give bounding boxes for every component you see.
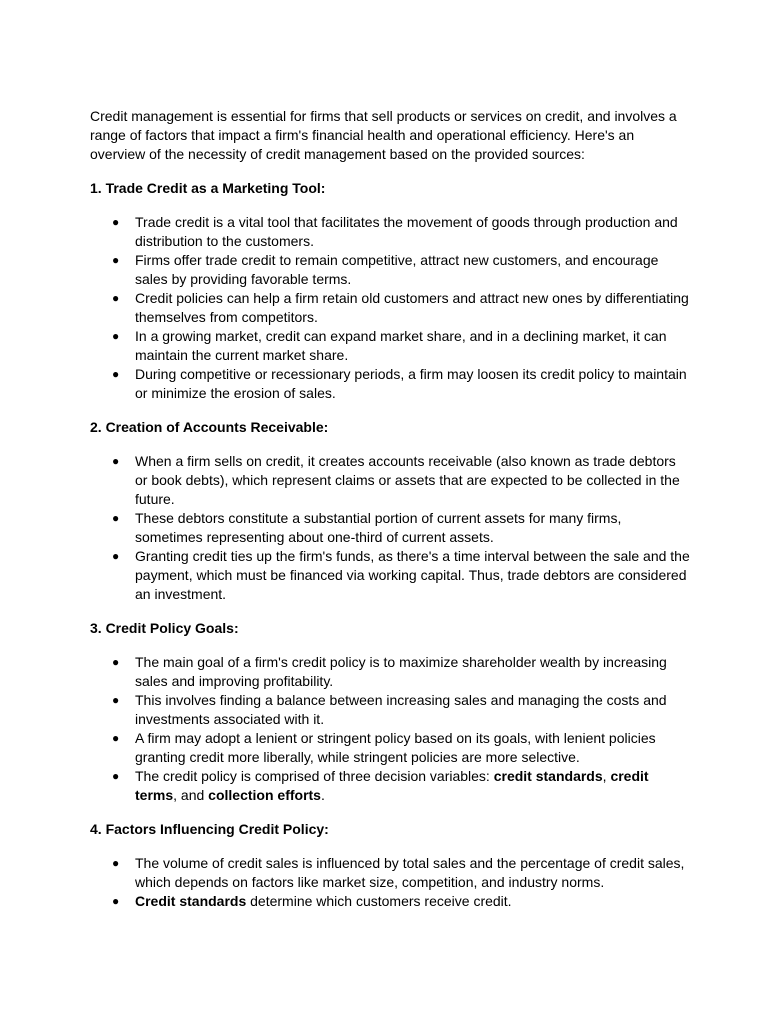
list-item-text-part: , (602, 768, 611, 784)
bullet-list-trade-credit (90, 213, 690, 403)
list-item-text: During competitive or recessionary periods, a firm may loosen its credit policy to maintain or minimize the erosion of sales. (135, 366, 687, 401)
bullet-icon: ● (112, 367, 120, 381)
bullet-icon: ● (112, 291, 120, 305)
bullet-icon: ● (112, 894, 120, 908)
bullet-icon: ● (112, 769, 120, 783)
bullet-list-factors-influencing (90, 854, 690, 911)
list-item (90, 767, 690, 805)
bullet-icon: ● (112, 215, 120, 229)
list-item-text: A firm may adopt a lenient or stringent policy based on its goals, with lenient policies granting credit more liberally, while stringent policies are more selective. (135, 730, 656, 765)
list-item-text-part: , and (173, 787, 209, 803)
list-item (90, 653, 690, 691)
list-item (90, 251, 690, 289)
list-item-text: The volume of credit sales is influenced by total sales and the percentage of credit sales, which depends on factors like market size, competition, and industry norms. (135, 855, 685, 890)
list-item (90, 365, 690, 403)
list-item-text (135, 768, 649, 803)
bold-term-credit-standards: credit standards (493, 768, 603, 784)
list-item-text-part: . (320, 787, 325, 803)
list-item (90, 547, 690, 604)
bold-term-credit-standards: Credit standards (135, 893, 247, 909)
list-item-text: Firms offer trade credit to remain competitive, attract new customers, and encourage sales by providing favorable terms. (135, 252, 659, 287)
list-item-text: Credit policies can help a firm retain old customers and attract new ones by differentiating themselves from competitors. (135, 290, 689, 325)
list-item-text: Granting credit ties up the firm's funds, as there's a time interval between the sale and the payment, which must be financed via working capital. Thus, trade debtors are considered an investment. (135, 548, 690, 602)
list-item (90, 327, 690, 365)
bullet-list-accounts-receivable (90, 452, 690, 604)
list-item-text: This involves finding a balance between increasing sales and managing the costs and investments associated with it. (135, 692, 667, 727)
bullet-icon: ● (112, 856, 120, 870)
list-item (90, 892, 690, 911)
document-page (90, 107, 690, 926)
bullet-icon: ● (112, 253, 120, 267)
section-heading-accounts-receivable: 2. Creation of Accounts Receivable: (90, 419, 329, 435)
bullet-icon: ● (112, 549, 120, 563)
section-heading-credit-policy-goals: 3. Credit Policy Goals: (90, 620, 239, 636)
list-item (90, 691, 690, 729)
bullet-icon: ● (112, 731, 120, 745)
list-item-text-part: determine which customers receive credit. (246, 893, 512, 909)
list-item (90, 289, 690, 327)
bullet-icon: ● (112, 454, 120, 468)
section-heading-trade-credit: 1. Trade Credit as a Marketing Tool: (90, 180, 326, 196)
bullet-list-credit-policy-goals (90, 653, 690, 805)
bullet-icon: ● (112, 693, 120, 707)
intro-paragraph: Credit management is essential for firms that sell products or services on credit, and involves a range of factors that impact a firm's financial health and operational efficiency. Here's an overview of the necessity of credit management based on the provided sources: (90, 108, 677, 162)
list-item-text: The main goal of a firm's credit policy is to maximize shareholder wealth by increasing sales and improving profitability. (135, 654, 667, 689)
bullet-icon: ● (112, 511, 120, 525)
list-item-text: In a growing market, credit can expand market share, and in a declining market, it can maintain the current market share. (135, 328, 667, 363)
list-item (90, 729, 690, 767)
bold-term-collection-efforts: collection efforts (208, 787, 321, 803)
list-item-text: Trade credit is a vital tool that facilitates the movement of goods through production and distribution to the customers. (135, 214, 678, 249)
list-item-text-part: The credit policy is comprised of three decision variables: (135, 768, 494, 784)
bullet-icon: ● (112, 655, 120, 669)
list-item-text: When a firm sells on credit, it creates accounts receivable (also known as trade debtors or book debts), which represent claims or assets that are expected to be collected in the future. (135, 453, 680, 507)
list-item (90, 452, 690, 509)
list-item-text: These debtors constitute a substantial portion of current assets for many firms, sometimes representing about one-third of current assets. (135, 510, 622, 545)
section-heading-factors-influencing: 4. Factors Influencing Credit Policy: (90, 821, 329, 837)
list-item (90, 509, 690, 547)
list-item (90, 213, 690, 251)
bullet-icon: ● (112, 329, 120, 343)
list-item-text (135, 893, 512, 909)
bold-term-credit-terms: credit terms (135, 768, 649, 803)
list-item (90, 854, 690, 892)
